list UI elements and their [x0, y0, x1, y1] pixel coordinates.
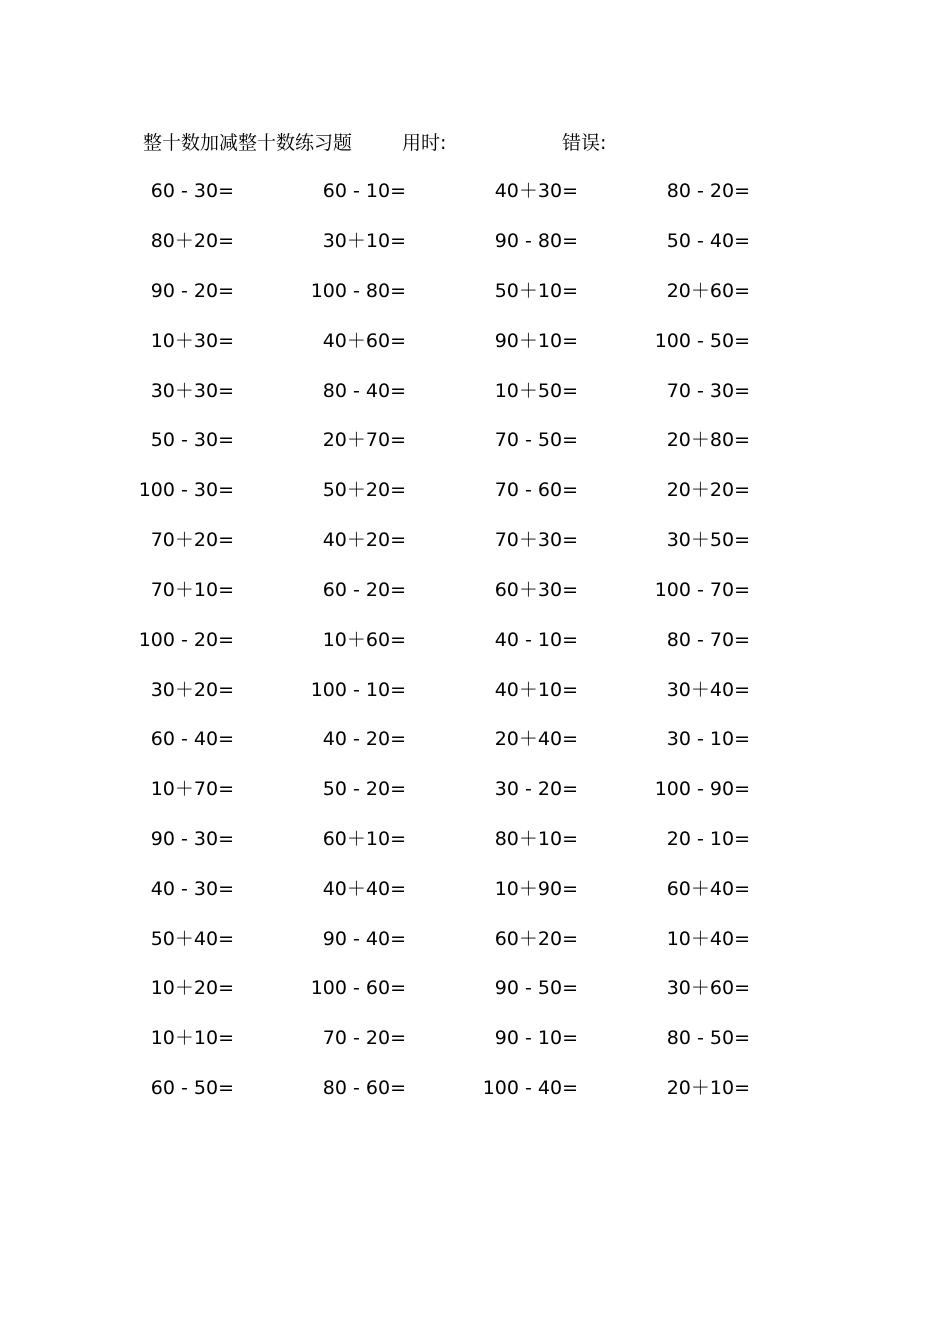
problem-item: 30＋20= [150, 679, 234, 701]
problem-item: 20＋80= [666, 429, 750, 451]
problem-row [0, 874, 950, 904]
problem-item: 30＋30= [150, 380, 234, 402]
problem-item: 30＋60= [666, 977, 750, 999]
problem-item: 100 - 30= [138, 479, 234, 501]
problem-item: 80＋20= [150, 230, 234, 252]
problem-item: 10＋30= [150, 330, 234, 352]
problem-item: 60＋40= [666, 878, 750, 900]
problem-item: 70 - 30= [666, 380, 750, 402]
problem-item: 90 - 10= [494, 1027, 578, 1049]
problem-row [0, 176, 950, 206]
problem-item: 90＋10= [494, 330, 578, 352]
problem-item: 30＋50= [666, 529, 750, 551]
problem-item: 60 - 20= [322, 579, 406, 601]
problem-item: 20＋70= [322, 429, 406, 451]
problem-item: 90 - 80= [494, 230, 578, 252]
problem-item: 70＋20= [150, 529, 234, 551]
problem-row [0, 326, 950, 356]
problem-item: 10＋50= [494, 380, 578, 402]
problem-item: 90 - 20= [150, 280, 234, 302]
problem-item: 40＋30= [494, 180, 578, 202]
worksheet-title: 整十数加减整十数练习题 [143, 132, 353, 154]
problem-item: 100 - 70= [654, 579, 750, 601]
problem-item: 60＋10= [322, 828, 406, 850]
problem-item: 90 - 40= [322, 928, 406, 950]
problem-row [0, 625, 950, 655]
problem-item: 80 - 20= [666, 180, 750, 202]
problem-item: 70 - 50= [494, 429, 578, 451]
problem-item: 10＋10= [150, 1027, 234, 1049]
problem-item: 30＋10= [322, 230, 406, 252]
problem-item: 40＋60= [322, 330, 406, 352]
problem-item: 20＋10= [666, 1077, 750, 1099]
problem-item: 20＋40= [494, 728, 578, 750]
problem-item: 10＋40= [666, 928, 750, 950]
time-label: 用时: [402, 132, 447, 154]
problem-item: 50＋20= [322, 479, 406, 501]
problem-item: 50＋10= [494, 280, 578, 302]
problem-item: 70 - 60= [494, 479, 578, 501]
problem-item: 20 - 10= [666, 828, 750, 850]
problem-item: 60 - 40= [150, 728, 234, 750]
problem-row [0, 675, 950, 705]
problem-row [0, 475, 950, 505]
problem-item: 100 - 50= [654, 330, 750, 352]
problem-item: 40 - 20= [322, 728, 406, 750]
problem-row [0, 824, 950, 854]
problem-item: 70 - 20= [322, 1027, 406, 1049]
problem-item: 70＋30= [494, 529, 578, 551]
problem-item: 40＋40= [322, 878, 406, 900]
problem-row [0, 774, 950, 804]
problem-item: 40＋20= [322, 529, 406, 551]
problem-row [0, 276, 950, 306]
problem-item: 90 - 50= [494, 977, 578, 999]
problem-row [0, 575, 950, 605]
problem-item: 10＋60= [322, 629, 406, 651]
problem-item: 90 - 30= [150, 828, 234, 850]
problem-item: 70＋10= [150, 579, 234, 601]
problem-item: 40 - 10= [494, 629, 578, 651]
problem-item: 30 - 20= [494, 778, 578, 800]
problem-row [0, 1023, 950, 1053]
problem-item: 50 - 40= [666, 230, 750, 252]
problem-item: 50 - 30= [150, 429, 234, 451]
problem-item: 100 - 90= [654, 778, 750, 800]
problem-row [0, 724, 950, 754]
problem-item: 60＋30= [494, 579, 578, 601]
problem-item: 10＋90= [494, 878, 578, 900]
problem-item: 40＋10= [494, 679, 578, 701]
problem-item: 100 - 40= [482, 1077, 578, 1099]
problem-item: 10＋70= [150, 778, 234, 800]
problem-row [0, 973, 950, 1003]
problem-row [0, 1073, 950, 1103]
problem-item: 100 - 20= [138, 629, 234, 651]
problem-item: 30＋40= [666, 679, 750, 701]
problem-item: 60 - 50= [150, 1077, 234, 1099]
problem-item: 100 - 60= [310, 977, 406, 999]
problem-item: 40 - 30= [150, 878, 234, 900]
problem-item: 100 - 80= [310, 280, 406, 302]
problem-item: 100 - 10= [310, 679, 406, 701]
problem-item: 80 - 50= [666, 1027, 750, 1049]
problem-row [0, 924, 950, 954]
problem-item: 50 - 20= [322, 778, 406, 800]
problem-item: 20＋60= [666, 280, 750, 302]
problem-row [0, 525, 950, 555]
problem-item: 80＋10= [494, 828, 578, 850]
problem-row [0, 226, 950, 256]
problem-item: 80 - 70= [666, 629, 750, 651]
problem-item: 60＋20= [494, 928, 578, 950]
problem-item: 60 - 30= [150, 180, 234, 202]
problem-row [0, 425, 950, 455]
error-label: 错误: [562, 132, 607, 154]
problem-item: 60 - 10= [322, 180, 406, 202]
problem-item: 80 - 40= [322, 380, 406, 402]
problem-row [0, 376, 950, 406]
problem-item: 10＋20= [150, 977, 234, 999]
problem-item: 20＋20= [666, 479, 750, 501]
problem-item: 30 - 10= [666, 728, 750, 750]
problem-item: 80 - 60= [322, 1077, 406, 1099]
problem-item: 50＋40= [150, 928, 234, 950]
